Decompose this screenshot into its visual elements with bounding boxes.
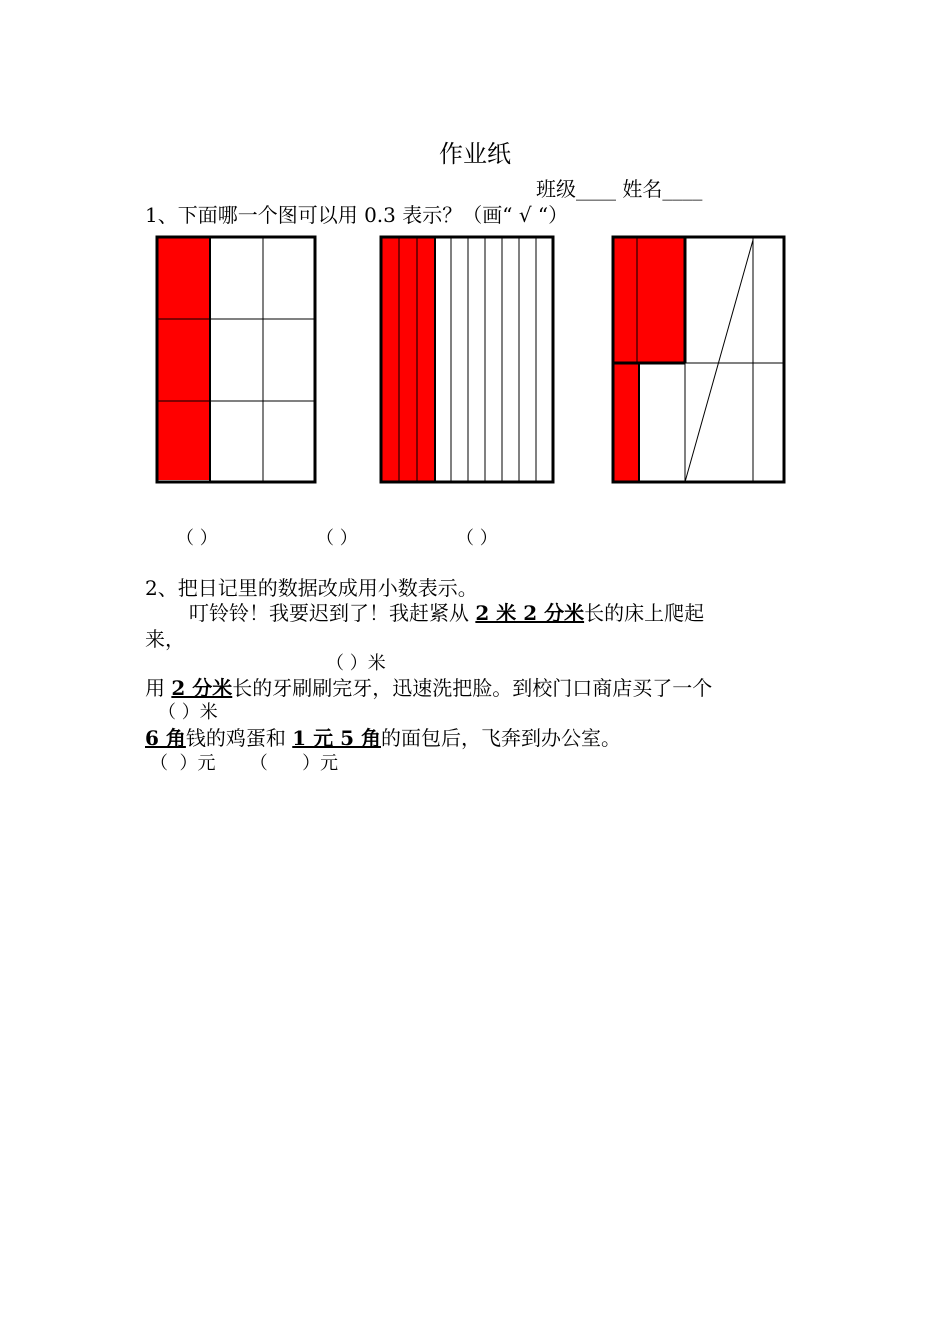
diary-text: 长的床上爬起 bbox=[584, 601, 705, 625]
diary-line-3 bbox=[145, 672, 712, 701]
class-label: 班级 bbox=[536, 177, 576, 201]
figure-1-shaded bbox=[157, 237, 210, 480]
diary-line-4 bbox=[145, 722, 621, 751]
figure-3-shaded-top bbox=[613, 237, 685, 363]
answer-blank-3[interactable]: （ ） bbox=[456, 528, 498, 549]
highlight-toothbrush-length: 2 分米 bbox=[171, 676, 233, 700]
figure-3 bbox=[613, 237, 784, 482]
highlight-bread-price: 1 元 5 角 bbox=[292, 726, 381, 750]
figure-3-shaded-bottom bbox=[613, 363, 639, 482]
figure-2 bbox=[381, 237, 553, 482]
question-2-text: 2、把日记里的数据改成用小数表示。 bbox=[145, 576, 478, 600]
diary-text: 的面包后，飞奔到办公室。 bbox=[380, 726, 621, 750]
diary-line-1 bbox=[189, 597, 704, 626]
answer-blank-2[interactable]: （ ） bbox=[316, 528, 358, 549]
diary-text: 钱的鸡蛋和 bbox=[185, 726, 293, 750]
diary-text: 用 bbox=[145, 676, 172, 700]
figure-1 bbox=[157, 237, 315, 482]
question-1-text: 1、下面哪一个图可以用 0.3 表示？（画“ √ “） bbox=[145, 203, 569, 227]
fraction-figures bbox=[0, 0, 950, 560]
highlight-bed-length: 2 米 2 分米 bbox=[475, 601, 585, 625]
diary-text: 叮铃铃！我要迟到了！我赶紧从 bbox=[189, 601, 476, 625]
highlight-egg-price: 6 角 bbox=[145, 726, 186, 750]
blank-meters-1[interactable]: （ ）米 bbox=[326, 653, 386, 674]
name-blank[interactable]: ____ bbox=[662, 177, 703, 201]
diary-text: 长的牙刷刷完牙，迅速洗把脸。到校门口商店买了一个 bbox=[232, 676, 713, 700]
diary-line-2: 来， bbox=[145, 627, 185, 651]
answer-blank-1[interactable]: （ ） bbox=[176, 528, 218, 549]
class-blank[interactable]: ____ bbox=[576, 177, 616, 201]
blank-yuan[interactable]: （ ）元 （ ）元 bbox=[150, 753, 339, 774]
figure-2-shaded bbox=[381, 237, 435, 482]
blank-meters-2[interactable]: （ ）米 bbox=[158, 702, 218, 723]
name-label: 姓名 bbox=[622, 177, 663, 201]
page-title: 作业纸 bbox=[439, 140, 511, 168]
